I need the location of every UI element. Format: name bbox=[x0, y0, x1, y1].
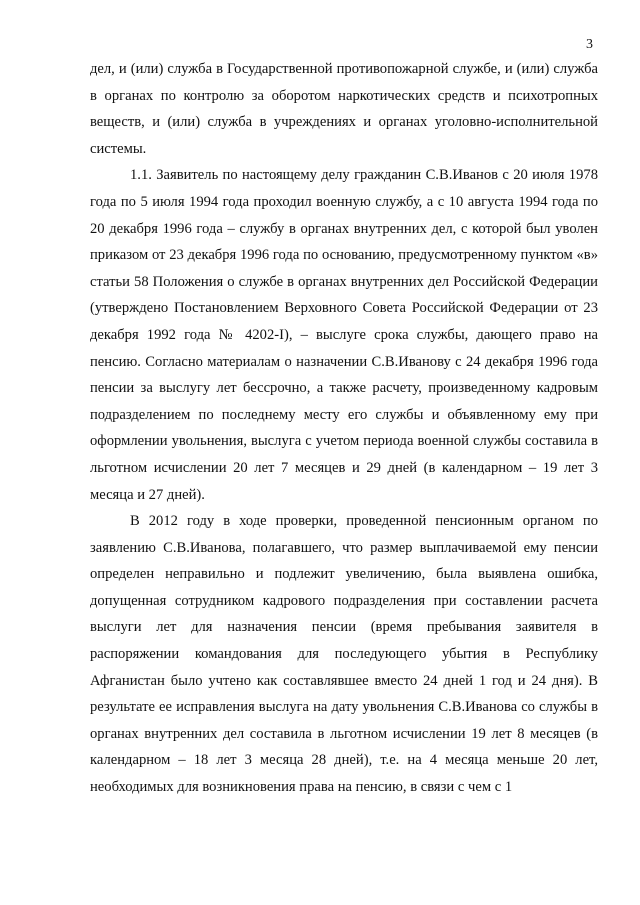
paragraph-1-1: 1.1. Заявитель по настоящему делу гражданин С.В.Иванов с 20 июля 1978 года по 5 июля 1994 года проходил военную службу, а с 10 августа 1994 года по 20 декабря 1996 года – службу в органах внутренних дел, с которой был уволен приказом от 23 декабря 1996 года по основанию, предусмотренному пунктом «в» статьи 58 Положения о службе в органах внутренних дел Российской Федерации (утверждено Постановлением Верховного Совета Российской Федерации от 23 декабря 1992 года № 4202-I), – выслуге срока службы, дающего право на пенсию. Согласно материалам о назначении С.В.Иванову с 24 декабря 1996 года пенсии за выслугу лет бессрочно, а также расчету, произведенному кадровым подразделением по последнему месту его службы и объявленному ему при оформлении увольнения, выслуга с учетом периода военной службы составила в льготном исчислении 20 лет 7 месяцев и 29 дней (в календарном – 19 лет 3 месяца и 27 дней). bbox=[90, 167, 598, 503]
paragraph-continuation: дел, и (или) служба в Государственной противопожарной службе, и (или) служба в органах по контролю за оборотом наркотических средств и психотропных веществ, и (или) служба в учреждениях и органах уголовно-исполнительной системы. bbox=[90, 61, 598, 157]
document-body bbox=[90, 56, 598, 801]
paragraph-2012-review: В 2012 году в ходе проверки, проведенной пенсионным органом по заявлению С.В.Иванова, полагавшего, что размер выплачиваемой ему пенсии определен неправильно и подлежит увеличению, была выявлена ошибка, допущенная сотрудником кадрового подразделения при составлении расчета выслуги лет для назначения пенсии (время пребывания заявителя в распоряжении командования для последующего убытия в Республику Афганистан было учтено как составлявшее вместо 24 дней 1 год и 24 дня). В результате ее исправления выслуга на дату увольнения С.В.Иванова со службы в органах внутренних дел составила в льготном исчислении 19 лет 8 месяцев (в календарном – 18 лет 3 месяца 28 дней), т.е. на 4 месяца меньше 20 лет, необходимых для возникновения права на пенсию, в связи с чем с 1 bbox=[90, 513, 598, 796]
page-number: 3 bbox=[586, 37, 593, 52]
